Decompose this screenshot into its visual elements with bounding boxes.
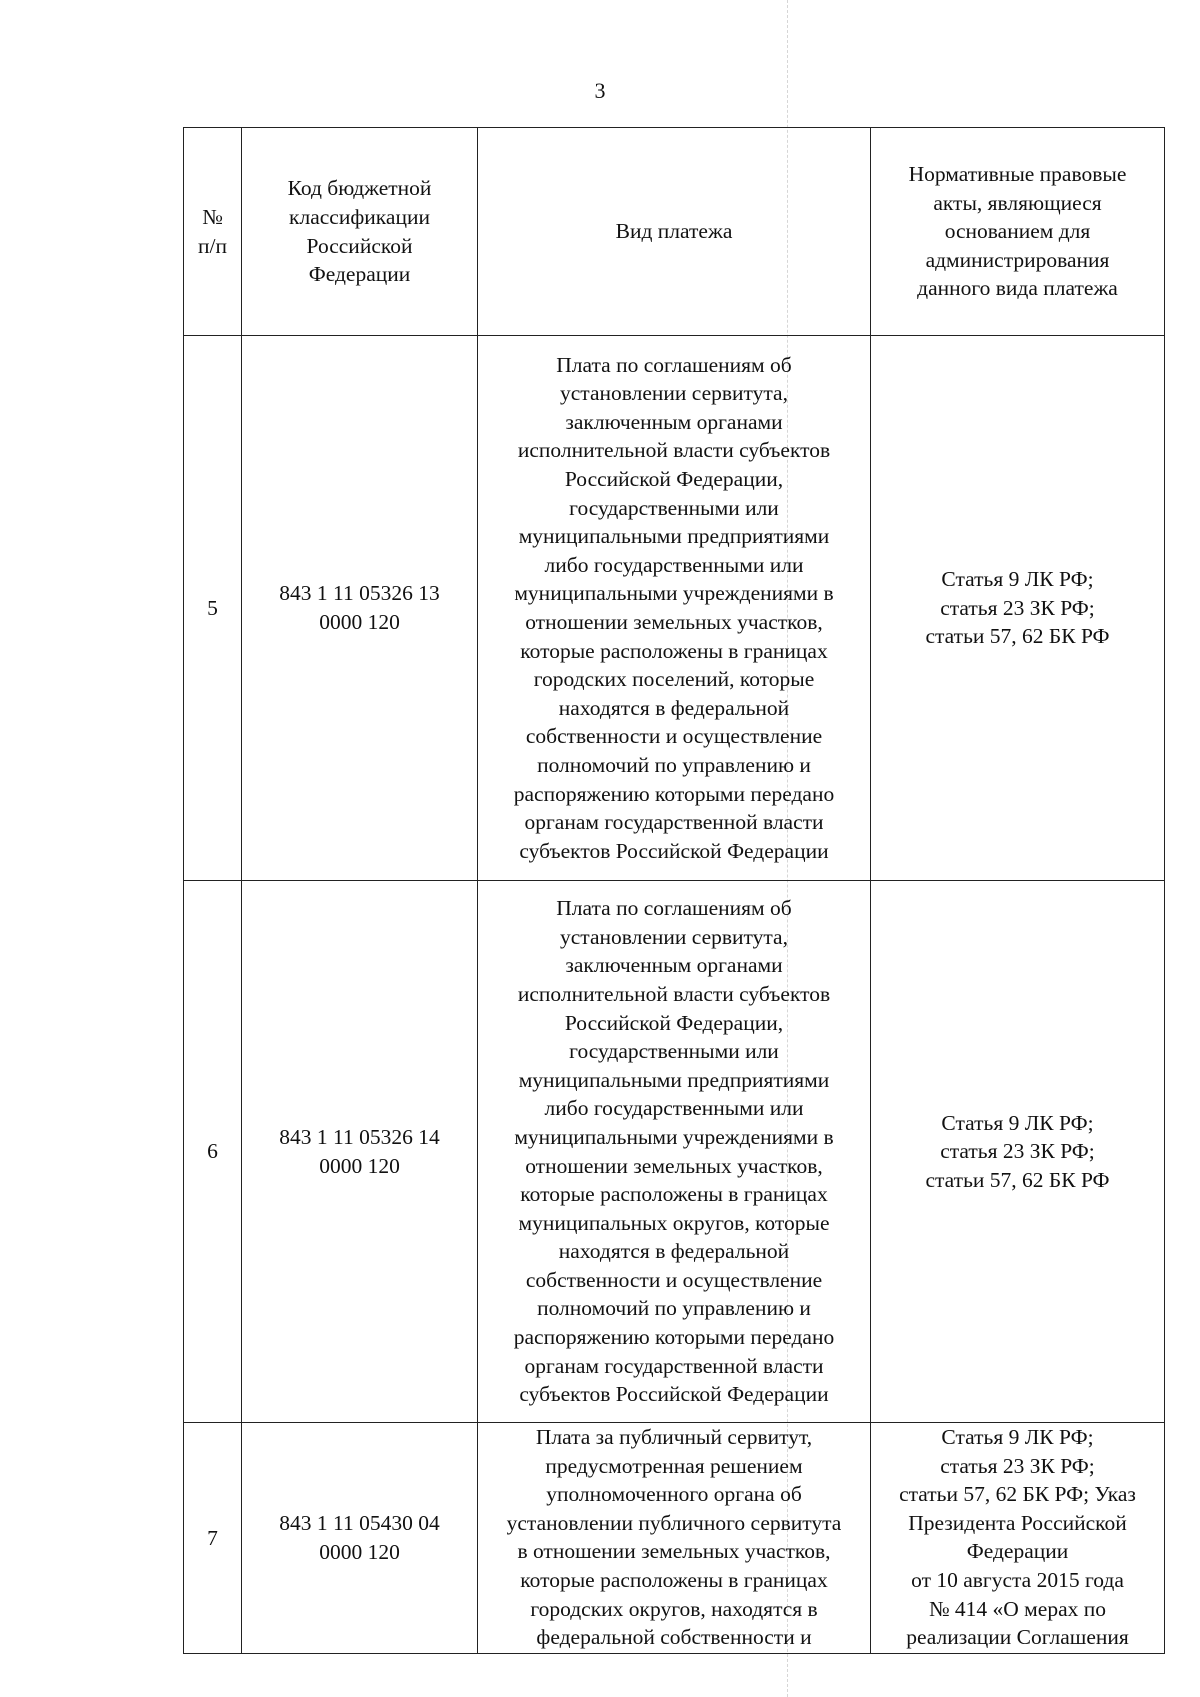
row-number: 5 [184, 336, 242, 881]
row-legal-acts: Статья 9 ЛК РФ; статья 23 ЗК РФ; статьи 57, 62 БК РФ [871, 881, 1165, 1423]
row-number: 6 [184, 881, 242, 1423]
table-row [184, 1423, 1165, 1654]
header-legal-acts: Нормативные правовые акты, являющиеся основанием для администрирования данного вида платежа [871, 128, 1165, 336]
row-kbk-code: 843 1 11 05430 04 0000 120 [242, 1423, 478, 1654]
row-kbk-code: 843 1 11 05326 13 0000 120 [242, 336, 478, 881]
row-kbk-code: 843 1 11 05326 14 0000 120 [242, 881, 478, 1423]
row-legal-acts: Статья 9 ЛК РФ; статья 23 ЗК РФ; статьи 57, 62 БК РФ [871, 336, 1165, 881]
table-header-row [184, 128, 1165, 336]
row-number: 7 [184, 1423, 242, 1654]
table-row [184, 336, 1165, 881]
table-row [184, 881, 1165, 1423]
header-payment-type: Вид платежа [478, 128, 871, 336]
row-legal-acts: Статья 9 ЛК РФ; статья 23 ЗК РФ; статьи 57, 62 БК РФ; Указ Президента Российской Федерации от 10 августа 2015 года № 414 «О мерах по реализации Соглашения [871, 1423, 1165, 1654]
row-payment-type: Плата по соглашениям об установлении сервитута, заключенным органами исполнительной власти субъектов Российской Федерации, государственными или муниципальными предприятиями либо государственными или муниципальными учреждениями в отношении земельных участков, которые расположены в границах муниципальных округов, которые находятся в федеральной собственности и осуществление полномочий по управлению и распоряжению которыми передано органам государственной власти субъектов Российской Федерации [478, 881, 871, 1423]
budget-classification-table [183, 127, 1165, 1654]
row-payment-type: Плата по соглашениям об установлении сервитута, заключенным органами исполнительной власти субъектов Российской Федерации, государственными или муниципальными предприятиями либо государственными или муниципальными учреждениями в отношении земельных участков, которые расположены в границах городских поселений, которые находятся в федеральной собственности и осуществление полномочий по управлению и распоряжению которыми передано органам государственной власти субъектов Российской Федерации [478, 336, 871, 881]
header-kbk-code: Код бюджетной классификации Российской Федерации [242, 128, 478, 336]
row-payment-type: Плата за публичный сервитут, предусмотренная решением уполномоченного органа об установлении публичного сервитута в отношении земельных участков, которые расположены в границах городских округов, находятся в федеральной собственности и [478, 1423, 871, 1654]
page-number: 3 [594, 78, 606, 103]
header-number: № п/п [184, 128, 242, 336]
